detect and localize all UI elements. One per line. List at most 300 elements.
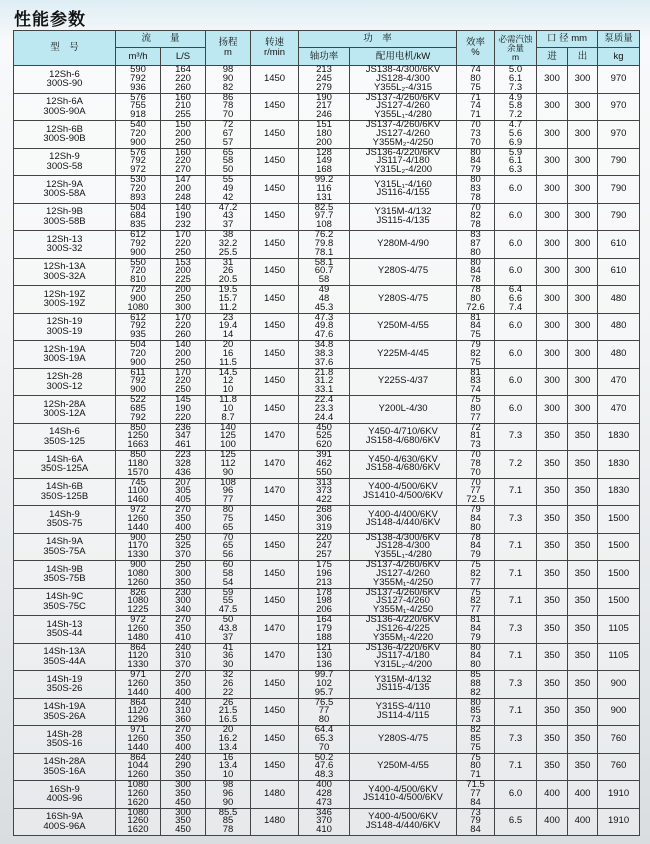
cell-npsh bbox=[495, 643, 537, 671]
cell-value: Y400-4/500/6KV bbox=[368, 481, 438, 493]
cell-inlet bbox=[537, 231, 568, 259]
cell-value: 65.3 bbox=[314, 732, 334, 744]
table-row bbox=[14, 423, 640, 451]
cell-value: 77 bbox=[222, 494, 234, 506]
cell-outlet bbox=[568, 451, 598, 479]
cell-value: 972 bbox=[130, 504, 146, 516]
cell-head bbox=[206, 396, 251, 424]
cell-efficiency bbox=[457, 286, 495, 314]
cell-model bbox=[14, 66, 116, 94]
cell-value: 12Sh-13 bbox=[46, 233, 83, 245]
cell-value: JS137-4/260/6KV bbox=[365, 91, 441, 103]
cell-value: 150 bbox=[175, 119, 191, 131]
cell-value: 19.5 bbox=[218, 284, 238, 296]
cell-shaft-power bbox=[299, 561, 350, 589]
cell-flow-ls bbox=[161, 231, 206, 259]
cell-value: 50 bbox=[222, 614, 234, 626]
cell-value: 14Sh-9A bbox=[46, 536, 83, 548]
cell-value: JS117-4/180 bbox=[376, 155, 430, 167]
cell-value: 1450 bbox=[263, 375, 286, 387]
cell-npsh bbox=[495, 231, 537, 259]
cell-value: 11.2 bbox=[219, 301, 237, 313]
cell-value: 79 bbox=[470, 504, 481, 516]
cell-motor bbox=[350, 781, 457, 809]
cell-model bbox=[14, 231, 116, 259]
cell-model bbox=[14, 286, 116, 314]
cell-inlet bbox=[537, 753, 568, 781]
cell-value: 720 bbox=[130, 347, 146, 359]
cell-value: 350 bbox=[175, 622, 191, 634]
cell-value: JS136-4/220/6KV bbox=[365, 641, 441, 653]
cell-value: 16.2 bbox=[218, 732, 238, 744]
cell-value: 790 bbox=[610, 182, 627, 194]
table-row bbox=[14, 726, 640, 754]
cell-flow-ls bbox=[161, 93, 206, 121]
cell-npsh bbox=[495, 93, 537, 121]
cell-efficiency bbox=[457, 148, 495, 176]
cell-weight bbox=[598, 93, 640, 121]
cell-value: 260 bbox=[175, 81, 191, 93]
cell-value: 1080 bbox=[127, 301, 149, 313]
cell-value: 325 bbox=[175, 540, 191, 552]
cell-value: 900 bbox=[130, 136, 146, 148]
cell-value: 610 bbox=[610, 237, 627, 249]
cell-value: 350S-16 bbox=[46, 738, 83, 750]
cell-value: 14Sh-19 bbox=[46, 673, 83, 685]
cell-value: 97.7 bbox=[314, 210, 334, 222]
cell-value: 48.3 bbox=[314, 769, 334, 781]
cell-flow-ls bbox=[161, 643, 206, 671]
cell-efficiency bbox=[457, 753, 495, 781]
cell-npsh bbox=[495, 616, 537, 644]
cell-value: 87 bbox=[470, 237, 481, 249]
cell-motor bbox=[350, 616, 457, 644]
cell-value: 893 bbox=[130, 191, 146, 203]
cell-head bbox=[206, 698, 251, 726]
cell-value: 1470 bbox=[263, 457, 286, 469]
cell-value: 300 bbox=[544, 182, 560, 194]
cell-flow-ls bbox=[161, 478, 206, 506]
cell-value: 100 bbox=[220, 439, 236, 451]
cell-value: 1500 bbox=[607, 595, 630, 607]
cell-inlet bbox=[537, 286, 568, 314]
cell-shaft-power bbox=[299, 203, 350, 231]
cell-value: 620 bbox=[316, 439, 332, 451]
cell-value: 350 bbox=[574, 512, 591, 524]
cell-value: 140 bbox=[220, 421, 236, 433]
header-power: 功 率 bbox=[299, 31, 457, 48]
cell-value: 108 bbox=[316, 219, 332, 231]
cell-speed bbox=[251, 176, 299, 204]
cell-value: 576 bbox=[130, 146, 146, 158]
cell-value: 347 bbox=[175, 430, 191, 442]
cell-value: Y355L₂-4/315 bbox=[373, 81, 433, 93]
cell-head bbox=[206, 506, 251, 534]
cell-shaft-power bbox=[299, 671, 350, 699]
cell-value: 400 bbox=[175, 521, 191, 533]
cell-value: 71 bbox=[470, 769, 481, 781]
cell-value: 720 bbox=[130, 284, 146, 296]
cell-value: 530 bbox=[130, 174, 146, 186]
cell-value: 7.3 bbox=[508, 677, 523, 689]
cell-value: 300 bbox=[574, 100, 591, 112]
cell-value: 188 bbox=[316, 631, 332, 643]
cell-value: 864 bbox=[130, 696, 146, 708]
cell-value: 70 bbox=[470, 449, 481, 461]
cell-value: JS158-4/680/6KV bbox=[365, 462, 441, 474]
cell-efficiency bbox=[457, 616, 495, 644]
cell-value: 23 bbox=[222, 311, 234, 323]
cell-value: 1260 bbox=[127, 769, 149, 781]
cell-efficiency bbox=[457, 313, 495, 341]
cell-model bbox=[14, 533, 116, 561]
cell-npsh bbox=[495, 561, 537, 589]
table-row bbox=[14, 176, 640, 204]
cell-value: 300 bbox=[544, 100, 560, 112]
cell-value: 49 bbox=[222, 182, 234, 194]
cell-value: 85.5 bbox=[218, 806, 238, 818]
cell-value: JS127-4/260 bbox=[376, 100, 430, 112]
cell-value: 300 bbox=[544, 210, 560, 222]
cell-value: 405 bbox=[175, 494, 191, 506]
cell-speed bbox=[251, 341, 299, 369]
cell-value: 7.3 bbox=[508, 622, 523, 634]
cell-value: 300S-32 bbox=[46, 243, 83, 255]
cell-outlet bbox=[568, 423, 598, 451]
cell-speed bbox=[251, 781, 299, 809]
cell-value: 180 bbox=[316, 127, 332, 139]
cell-model bbox=[14, 781, 116, 809]
cell-speed bbox=[251, 533, 299, 561]
cell-flow-m3h bbox=[116, 781, 161, 809]
cell-value: 236 bbox=[175, 421, 191, 433]
cell-efficiency bbox=[457, 506, 495, 534]
cell-efficiency bbox=[457, 671, 495, 699]
cell-inlet bbox=[537, 616, 568, 644]
cell-value: 21.8 bbox=[314, 366, 334, 378]
cell-shaft-power bbox=[299, 396, 350, 424]
cell-value: 102 bbox=[316, 677, 332, 689]
cell-value: 77 bbox=[470, 604, 481, 616]
cell-value: 470 bbox=[610, 402, 627, 414]
cell-value: 14Sh-9B bbox=[46, 563, 83, 575]
cell-value: 78 bbox=[470, 531, 481, 543]
cell-value: 6.6 bbox=[508, 292, 523, 304]
cell-npsh bbox=[495, 286, 537, 314]
cell-flow-ls bbox=[161, 781, 206, 809]
table-row bbox=[14, 616, 640, 644]
cell-value: 745 bbox=[130, 476, 146, 488]
cell-head bbox=[206, 203, 251, 231]
cell-value: 755 bbox=[130, 100, 146, 112]
table-row bbox=[14, 588, 640, 616]
cell-npsh bbox=[495, 451, 537, 479]
header-outlet: 出 bbox=[568, 48, 598, 66]
cell-value: 971 bbox=[130, 724, 146, 736]
cell-value: 300 bbox=[574, 72, 591, 84]
cell-value: 75 bbox=[470, 559, 481, 571]
cell-value: 1450 bbox=[263, 677, 286, 689]
cell-motor bbox=[350, 588, 457, 616]
cell-value: 400S-96 bbox=[46, 793, 83, 805]
cell-value: 300 bbox=[544, 292, 560, 304]
cell-value: 350 bbox=[175, 512, 191, 524]
cell-value: 12Sh-9A bbox=[46, 178, 83, 190]
cell-head bbox=[206, 643, 251, 671]
cell-npsh bbox=[495, 588, 537, 616]
cell-model bbox=[14, 258, 116, 286]
cell-outlet bbox=[568, 93, 598, 121]
cell-value: 70 bbox=[470, 136, 481, 148]
cell-value: 170 bbox=[175, 366, 191, 378]
cell-value: 7.1 bbox=[508, 760, 523, 772]
cell-head bbox=[206, 121, 251, 149]
cell-weight bbox=[598, 698, 640, 726]
cell-value: 900 bbox=[130, 292, 146, 304]
cell-value: 290 bbox=[175, 760, 191, 772]
table-row bbox=[14, 93, 640, 121]
cell-value: 313 bbox=[316, 476, 332, 488]
cell-value: 70 bbox=[470, 466, 481, 478]
cell-value: 300 bbox=[574, 375, 591, 387]
cell-value: 7.1 bbox=[508, 485, 523, 497]
cell-value: 1470 bbox=[263, 430, 286, 442]
cell-value: 65 bbox=[222, 146, 234, 158]
cell-value: 461 bbox=[175, 439, 191, 451]
cell-npsh bbox=[495, 726, 537, 754]
cell-value: JS137-4/260/6KV bbox=[365, 119, 441, 131]
cell-flow-m3h bbox=[116, 313, 161, 341]
cell-model bbox=[14, 148, 116, 176]
cell-value: 350S-75C bbox=[43, 600, 86, 612]
cell-flow-m3h bbox=[116, 808, 161, 836]
cell-motor bbox=[350, 66, 457, 94]
cell-value: 160 bbox=[175, 146, 191, 158]
cell-flow-ls bbox=[161, 616, 206, 644]
cell-value: 83 bbox=[470, 229, 481, 241]
cell-value: 410 bbox=[175, 631, 191, 643]
cell-value: 230 bbox=[175, 586, 191, 598]
cell-model bbox=[14, 561, 116, 589]
cell-value: 1450 bbox=[263, 347, 286, 359]
cell-value: 300S-32A bbox=[43, 270, 86, 282]
cell-value: 64.4 bbox=[314, 724, 334, 736]
cell-value: 34.8 bbox=[314, 339, 334, 351]
cell-value: 12Sh-6B bbox=[46, 123, 83, 135]
cell-value: 43.8 bbox=[218, 622, 238, 634]
cell-head bbox=[206, 148, 251, 176]
cell-head bbox=[206, 313, 251, 341]
cell-efficiency bbox=[457, 561, 495, 589]
cell-inlet bbox=[537, 643, 568, 671]
cell-value: 1260 bbox=[127, 512, 149, 524]
cell-speed bbox=[251, 203, 299, 231]
cell-flow-m3h bbox=[116, 561, 161, 589]
cell-value: Y450-4/630/6KV bbox=[368, 453, 438, 465]
cell-value: 1450 bbox=[263, 320, 286, 332]
cell-value: 350 bbox=[574, 650, 591, 662]
cell-efficiency bbox=[457, 93, 495, 121]
cell-value: Y280S-4/75 bbox=[377, 732, 429, 744]
cell-value: 400 bbox=[175, 686, 191, 698]
cell-flow-m3h bbox=[116, 671, 161, 699]
cell-value: JS117-4/180 bbox=[376, 650, 430, 662]
cell-value: 6.0 bbox=[508, 265, 523, 277]
cell-value: 82 bbox=[470, 567, 481, 579]
cell-efficiency bbox=[457, 203, 495, 231]
cell-flow-ls bbox=[161, 258, 206, 286]
cell-flow-ls bbox=[161, 203, 206, 231]
cell-value: 270 bbox=[175, 669, 191, 681]
cell-value: 6.0 bbox=[508, 237, 523, 249]
cell-value: 300 bbox=[544, 155, 560, 167]
cell-value: JS116-4/155 bbox=[376, 187, 430, 199]
cell-speed bbox=[251, 726, 299, 754]
cell-value: 200 bbox=[175, 182, 191, 194]
cell-value: 12Sh-19Z bbox=[43, 288, 86, 300]
cell-value: JS148-4/440/6KV bbox=[365, 819, 441, 831]
cell-value: 14Sh-6A bbox=[46, 453, 83, 465]
cell-model bbox=[14, 643, 116, 671]
cell-model bbox=[14, 176, 116, 204]
table-row bbox=[14, 698, 640, 726]
cell-value: 270 bbox=[175, 504, 191, 516]
cell-flow-m3h bbox=[116, 258, 161, 286]
cell-value: JS115-4/135 bbox=[376, 682, 430, 694]
cell-value: 6.4 bbox=[508, 284, 523, 296]
cell-weight bbox=[598, 643, 640, 671]
table-row bbox=[14, 231, 640, 259]
cell-value: 310 bbox=[175, 650, 191, 662]
cell-value: 77 bbox=[470, 576, 481, 588]
cell-value: 936 bbox=[130, 81, 146, 93]
cell-value: 90 bbox=[222, 796, 234, 808]
cell-head bbox=[206, 258, 251, 286]
cell-value: 78 bbox=[222, 100, 234, 112]
cell-value: 175 bbox=[316, 559, 332, 571]
cell-shaft-power bbox=[299, 478, 350, 506]
cell-value: 4.9 bbox=[508, 91, 523, 103]
cell-npsh bbox=[495, 313, 537, 341]
cell-outlet bbox=[568, 726, 598, 754]
cell-value: 7.1 bbox=[508, 705, 523, 717]
cell-model bbox=[14, 313, 116, 341]
cell-shaft-power bbox=[299, 643, 350, 671]
cell-npsh bbox=[495, 808, 537, 836]
cell-value: 32.2 bbox=[218, 237, 238, 249]
cell-value: 140 bbox=[175, 339, 191, 351]
cell-value: 350 bbox=[574, 622, 591, 634]
cell-value: 1450 bbox=[263, 210, 286, 222]
cell-weight bbox=[598, 561, 640, 589]
cell-value: 41 bbox=[222, 641, 234, 653]
cell-value: 217 bbox=[316, 100, 332, 112]
cell-value: 792 bbox=[130, 155, 146, 167]
cell-speed bbox=[251, 753, 299, 781]
cell-outlet bbox=[568, 698, 598, 726]
cell-value: 1260 bbox=[127, 576, 149, 588]
cell-value: 1450 bbox=[263, 595, 286, 607]
cell-value: 75 bbox=[222, 512, 234, 524]
cell-value: 71.5 bbox=[466, 779, 485, 791]
cell-value: 1180 bbox=[127, 457, 149, 469]
cell-flow-m3h bbox=[116, 726, 161, 754]
cell-value: 300S-19A bbox=[43, 353, 86, 365]
cell-value: 80 bbox=[470, 292, 481, 304]
cell-model bbox=[14, 753, 116, 781]
cell-value: 47.2 bbox=[218, 201, 238, 213]
cell-value: 300 bbox=[574, 265, 591, 277]
cell-flow-m3h bbox=[116, 341, 161, 369]
cell-value: 30 bbox=[222, 659, 234, 671]
cell-model bbox=[14, 368, 116, 396]
cell-value: 7.1 bbox=[508, 567, 523, 579]
cell-inlet bbox=[537, 478, 568, 506]
header-inlet: 进 bbox=[537, 48, 568, 66]
cell-value: 11.5 bbox=[219, 356, 237, 368]
cell-value: 31.2 bbox=[314, 375, 334, 387]
cell-value: 99.2 bbox=[314, 174, 334, 186]
cell-value: 350 bbox=[544, 512, 560, 524]
cell-value: 350 bbox=[574, 677, 591, 689]
cell-value: 160 bbox=[175, 91, 191, 103]
cell-inlet bbox=[537, 93, 568, 121]
cell-value: 250 bbox=[175, 246, 191, 258]
table-row bbox=[14, 121, 640, 149]
cell-value: 13.4 bbox=[218, 741, 238, 753]
cell-speed bbox=[251, 93, 299, 121]
cell-value: 6.1 bbox=[508, 72, 523, 84]
cell-weight bbox=[598, 671, 640, 699]
cell-value: 400 bbox=[544, 815, 560, 827]
cell-value: JS127-4/260 bbox=[376, 567, 430, 579]
cell-model bbox=[14, 616, 116, 644]
cell-value: 1450 bbox=[263, 567, 286, 579]
cell-value: 198 bbox=[316, 595, 332, 607]
cell-model bbox=[14, 671, 116, 699]
cell-value: Y355L₁-4/280 bbox=[374, 549, 432, 561]
cell-value: 10 bbox=[222, 402, 234, 414]
cell-value: 72 bbox=[222, 119, 234, 131]
table-row bbox=[14, 561, 640, 589]
cell-value: 350 bbox=[175, 787, 191, 799]
cell-value: 83 bbox=[470, 182, 481, 194]
cell-value: 300S-12 bbox=[46, 380, 83, 392]
cell-value: 164 bbox=[316, 614, 332, 626]
cell-value: 480 bbox=[610, 320, 627, 332]
table-body bbox=[14, 66, 640, 836]
cell-value: 300 bbox=[544, 127, 560, 139]
cell-value: 300 bbox=[574, 127, 591, 139]
cell-flow-ls bbox=[161, 176, 206, 204]
cell-head bbox=[206, 341, 251, 369]
cell-value: 80 bbox=[470, 174, 481, 186]
cell-value: 270 bbox=[175, 724, 191, 736]
cell-value: 1910 bbox=[607, 815, 630, 827]
cell-value: 25.5 bbox=[218, 246, 238, 258]
cell-value: 58 bbox=[222, 155, 234, 167]
cell-shaft-power bbox=[299, 231, 350, 259]
cell-weight bbox=[598, 753, 640, 781]
cell-value: 972 bbox=[130, 614, 146, 626]
cell-value: Y280M-4/90 bbox=[377, 237, 429, 249]
cell-value: 350 bbox=[574, 567, 591, 579]
cell-value: 240 bbox=[175, 641, 191, 653]
table-row bbox=[14, 341, 640, 369]
cell-value: Y355L₁-4/280 bbox=[374, 109, 432, 121]
cell-flow-ls bbox=[161, 451, 206, 479]
cell-value: 576 bbox=[130, 91, 146, 103]
